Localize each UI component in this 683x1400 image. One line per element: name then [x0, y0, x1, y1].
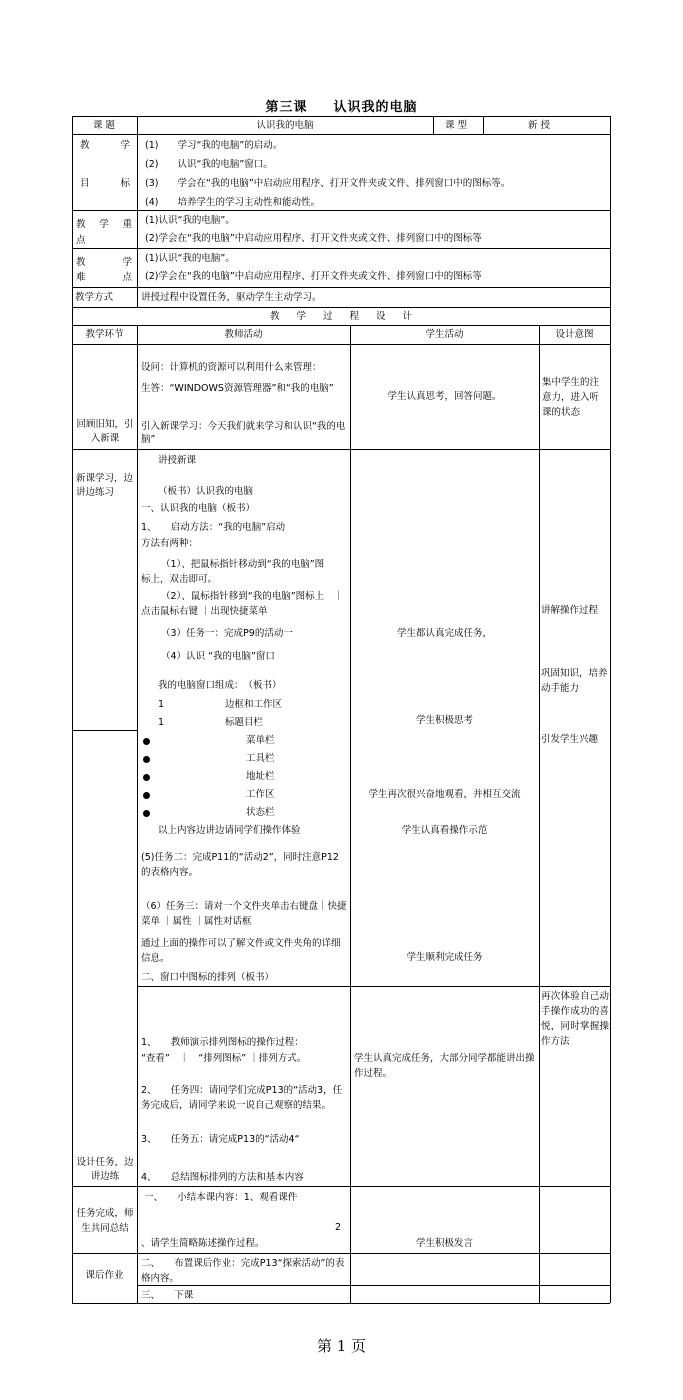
bullet-icon [143, 738, 150, 745]
difficult-point-item: (1)认识“我的电脑”。 [145, 253, 235, 264]
bullet-icon [143, 756, 150, 763]
topic-value: 认识我的电脑 [256, 120, 314, 131]
teacher-new-line: 状态栏 [246, 807, 275, 818]
teacher-homework-line: 三、 下课 [141, 1290, 194, 1301]
stage-design: 设计任务，边讲边练 [76, 1157, 134, 1182]
difficult-points-label-b: 难 点 [76, 272, 132, 283]
teacher-new-line: 1、 启动方法：“我的电脑”启动 [141, 522, 286, 533]
student-design: 学生认真完成任务，大部分同学都能讲出操作过程。 [354, 1053, 535, 1079]
student-new-5: 学生顺利完成任务 [406, 952, 483, 963]
stage-homework: 课后作业 [85, 1270, 124, 1281]
type-label: 课 型 [445, 120, 468, 131]
key-points-label-b: 点 [76, 235, 86, 246]
objectives-label-bottom: 目 标 [80, 178, 130, 189]
teacher-new-line: 方法有两种： [141, 538, 199, 549]
teacher-new-line: 讲授新课 [158, 455, 197, 466]
teacher-review-1: 设问：计算机的资源可以利用什么来管理： [141, 362, 322, 373]
intent-new-1: 讲解操作过程 [541, 605, 599, 616]
student-new-3: 学生再次很兴奋地观看，并相互交流 [368, 789, 521, 800]
teacher-design-line: 1、 教师演示排列图标的操作过程： [141, 1037, 304, 1048]
objectives-label-top: 教 学 [80, 140, 130, 151]
method-label: 教学方式 [75, 292, 114, 303]
teacher-new-line: 工具栏 [246, 753, 275, 764]
page-title [0, 96, 683, 115]
column-header: 教学环节 [85, 329, 124, 340]
objective-item: (1) 学习“我的电脑”的启动。 [145, 140, 283, 151]
topic-label: 课 题 [93, 120, 116, 131]
teacher-new-line: （板书）认识我的电脑 [158, 486, 254, 497]
column-header: 学生活动 [425, 329, 464, 340]
student-review: 学生认真思考，回答问题。 [387, 391, 502, 402]
objective-item: (4) 培养学生的学习主动性和能动性。 [145, 197, 320, 208]
teacher-design-line: “查看” ｜ “排列图标” ｜排列方式。 [141, 1053, 307, 1064]
key-points-label-a: 教 学 重 [76, 219, 132, 230]
teacher-review-2: 生答：“WINDOWS资源管理器”和“我的电脑” [141, 383, 334, 394]
teacher-new-line: 一、认识我的电脑（板书） [141, 503, 256, 514]
teacher-summary-line: 2 [335, 1222, 342, 1233]
teacher-new-line: 1 [158, 699, 165, 710]
teacher-new-line: 标题目栏 [225, 717, 264, 728]
teacher-review-3: 引入新课学习：今天我们就来学习和认识“我的电脑” [141, 421, 346, 445]
teacher-new-line: （3）任务一：完成P9的活动一 [161, 628, 293, 639]
bullet-icon [143, 810, 150, 817]
teacher-new-line: 1 [158, 717, 165, 728]
teacher-new-line: 通过上面的操作可以了解文件或文件夹角的详细信息。 [141, 938, 341, 964]
objective-item: (3) 学会在“我的电脑”中启动应用程序、打开文件夹或文件、排列窗口中的图标等。 [145, 178, 511, 189]
type-value: 新 授 [528, 120, 551, 131]
bullet-icon [143, 792, 150, 799]
teacher-summary-line: 一、 小结本课内容：1、观看课件 [144, 1192, 298, 1203]
objective-item: (2) 认识“我的电脑”窗口。 [145, 159, 273, 170]
intent-new-3: 引发学生兴趣 [541, 734, 599, 745]
teacher-summary-line: 、请学生简略陈述操作过程。 [141, 1238, 265, 1249]
teacher-new-line: (5)任务二：完成P11的“活动2”，同时注意P12的表格内容。 [141, 852, 339, 878]
teacher-new-line: 工作区 [246, 789, 275, 800]
teacher-new-line: 边框和工作区 [225, 699, 283, 710]
teacher-design-line: 2、 任务四：请同学们完成P13的“活动3，任务完成后，请同学来说一说自己观察的结果。 [141, 1085, 343, 1111]
teacher-design-line: 4、 总结图标排列的方法和基本内容 [141, 1172, 304, 1183]
stage-new: 新课学习，边讲边练习 [76, 473, 134, 498]
teacher-new-line: 我的电脑窗口组成： （板书） [158, 680, 282, 691]
stage-review: 回顾旧知，引入新课 [76, 419, 134, 444]
key-point-item: (2)学会在“我的电脑”中启动应用程序、打开文件夹或文件、排列窗口中的图标等 [145, 233, 482, 244]
teacher-new-line: 地址栏 [246, 771, 275, 782]
intent-new-2: 巩固知识，培养动手能力 [541, 668, 608, 694]
teacher-new-line: 二、窗口中图标的排列（板书） [141, 972, 275, 983]
stage-summary: 任务完成，师生共同总结 [76, 1208, 134, 1234]
student-new-4: 学生认真看操作示范 [401, 825, 488, 836]
page-number: 第 1 页 [316, 1337, 367, 1355]
intent-review: 集中学生的注意力，进入听课的状态 [542, 377, 600, 418]
student-summary: 学生积极发言 [415, 1238, 473, 1249]
intent-design: 再次体验自己动手操作成功的喜悦，同时掌握操作方法 [541, 991, 609, 1047]
process-title: 教 学 过 程 设 计 [269, 311, 413, 322]
column-header: 教师活动 [224, 329, 263, 340]
column-header: 设计意图 [555, 329, 594, 340]
teacher-new-line: （2）、鼠标指针移到“我的电脑”图标上 ｜点击鼠标右键 ｜出现快捷菜单 [141, 591, 344, 617]
teacher-new-line: 以上内容边讲边请同学们操作体验 [158, 825, 301, 836]
teacher-new-line: （6）任务三：请对一个文件夹单击右键盘｜快捷菜单 ｜属性 ｜属性对话框 [141, 901, 347, 927]
difficult-points-label-a: 教 学 [76, 257, 132, 268]
teacher-new-line: （4）认识 “我的电脑”窗口 [161, 651, 275, 662]
lesson-number: 第三课 [265, 100, 308, 115]
teacher-design-line: 3、 任务五：请完成P13的“活动4“ [141, 1134, 300, 1145]
student-new-2: 学生积极思考 [415, 715, 473, 726]
lesson-name: 认识我的电脑 [333, 100, 418, 115]
method-value: 讲授过程中设置任务，驱动学生主动学习。 [141, 292, 322, 303]
teacher-homework-line: 二、 布置课后作业：完成P13“探索活动”的表格内容。 [141, 1258, 345, 1284]
teacher-new-line: （1）、把鼠标指针移动到“我的电脑”图 标上，双击即可。 [141, 559, 344, 585]
difficult-point-item: (2)学会在“我的电脑”中启动应用程序、打开文件夹或文件、排列窗口中的图标等 [145, 271, 482, 282]
bullet-icon [143, 774, 150, 781]
teacher-new-line: 菜单栏 [246, 735, 275, 746]
student-new-1: 学生都认真完成任务， [396, 628, 492, 639]
key-point-item: (1)认识“我的电脑”。 [145, 215, 235, 226]
